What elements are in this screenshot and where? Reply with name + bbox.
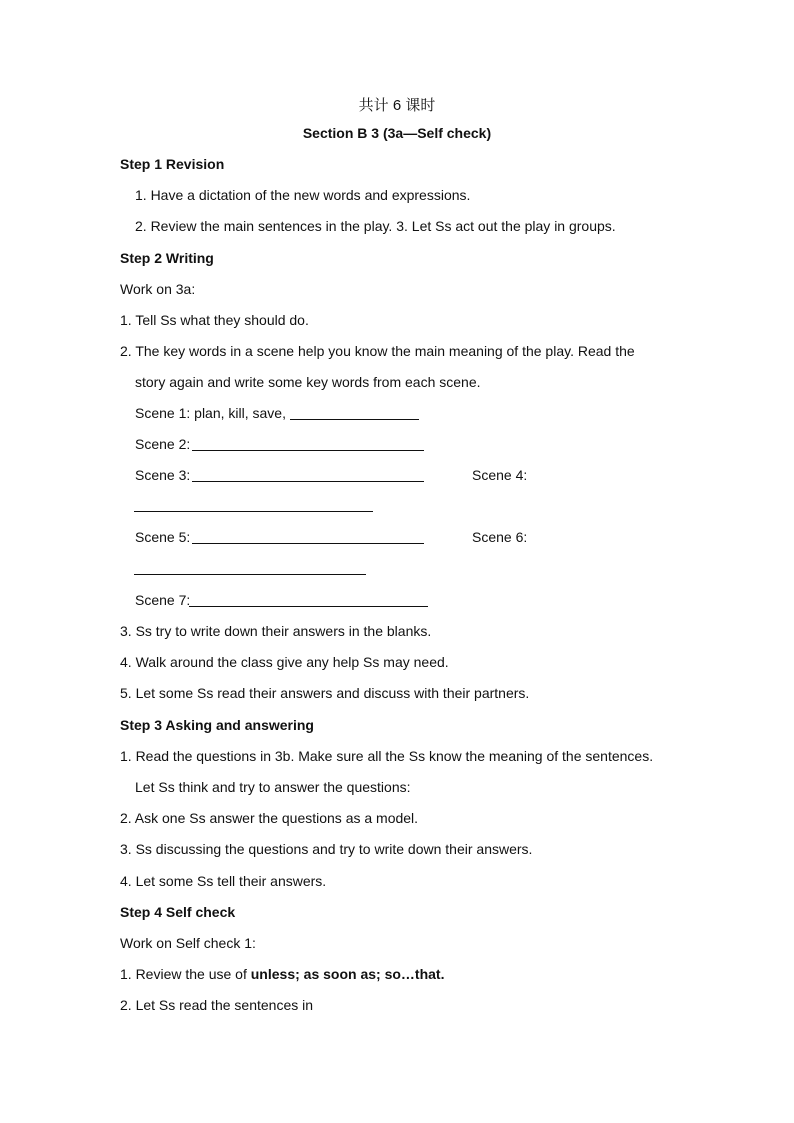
scene4-blank bbox=[134, 511, 373, 512]
scene3-blank bbox=[192, 481, 424, 482]
step4-item1 bbox=[120, 965, 444, 983]
scene6-blank bbox=[134, 574, 366, 575]
scene2-blank bbox=[192, 450, 424, 451]
step2-item5: 5. Let some Ss read their answers and discuss with their partners. bbox=[120, 685, 530, 701]
scene1-label: Scene 1: plan, kill, save, bbox=[135, 405, 286, 421]
scene6-label: Scene 6: bbox=[472, 529, 528, 545]
step3-item1-line2: Let Ss think and try to answer the questions: bbox=[135, 779, 411, 795]
step1-item1: 1. Have a dictation of the new words and expressions. bbox=[135, 187, 471, 203]
step3-item4: 4. Let some Ss tell their answers. bbox=[120, 873, 327, 889]
scene2-label: Scene 2: bbox=[135, 436, 191, 452]
step2-item3: 3. Ss try to write down their answers in the blanks. bbox=[120, 623, 432, 639]
scene7-label: Scene 7: bbox=[135, 592, 191, 608]
step2-heading: Step 2 Writing bbox=[120, 250, 214, 266]
step4-item2: 2. Let Ss read the sentences in bbox=[120, 997, 314, 1013]
scene5-blank bbox=[192, 543, 424, 544]
step2-item2-line1: 2. The key words in a scene help you know the main meaning of the play. Read the bbox=[120, 343, 635, 359]
step4-work-on: Work on Self check 1: bbox=[120, 935, 256, 951]
step1-heading: Step 1 Revision bbox=[120, 156, 225, 172]
step3-heading: Step 3 Asking and answering bbox=[120, 717, 314, 733]
step3-item2: 2. Ask one Ss answer the questions as a model. bbox=[120, 810, 419, 826]
step3-item3: 3. Ss discussing the questions and try to write down their answers. bbox=[120, 841, 533, 857]
step3-item1-line1: 1. Read the questions in 3b. Make sure all the Ss know the meaning of the sentences. bbox=[120, 748, 654, 764]
scene5-label: Scene 5: bbox=[135, 529, 191, 545]
scene1-blank bbox=[290, 419, 419, 420]
step2-item2-line2: story again and write some key words from each scene. bbox=[135, 374, 481, 390]
step4-item1-prefix: 1. Review the use of bbox=[120, 966, 251, 982]
section-title: Section B 3 (3a—Self check) bbox=[302, 125, 492, 141]
step2-work-on: Work on 3a: bbox=[120, 281, 196, 297]
step4-heading: Step 4 Self check bbox=[120, 904, 236, 920]
step2-item1: 1. Tell Ss what they should do. bbox=[120, 312, 309, 328]
step2-item4: 4. Walk around the class give any help Ss may need. bbox=[120, 654, 449, 670]
scene3-label: Scene 3: bbox=[135, 467, 191, 483]
step4-item1-bold: unless; as soon as; so…that. bbox=[250, 966, 445, 982]
lesson-count: 共计 6 课时 bbox=[358, 97, 436, 114]
scene4-label: Scene 4: bbox=[472, 467, 528, 483]
step1-item2: 2. Review the main sentences in the play. 3. Let Ss act out the play in groups. bbox=[135, 218, 616, 234]
scene7-blank bbox=[189, 606, 428, 607]
